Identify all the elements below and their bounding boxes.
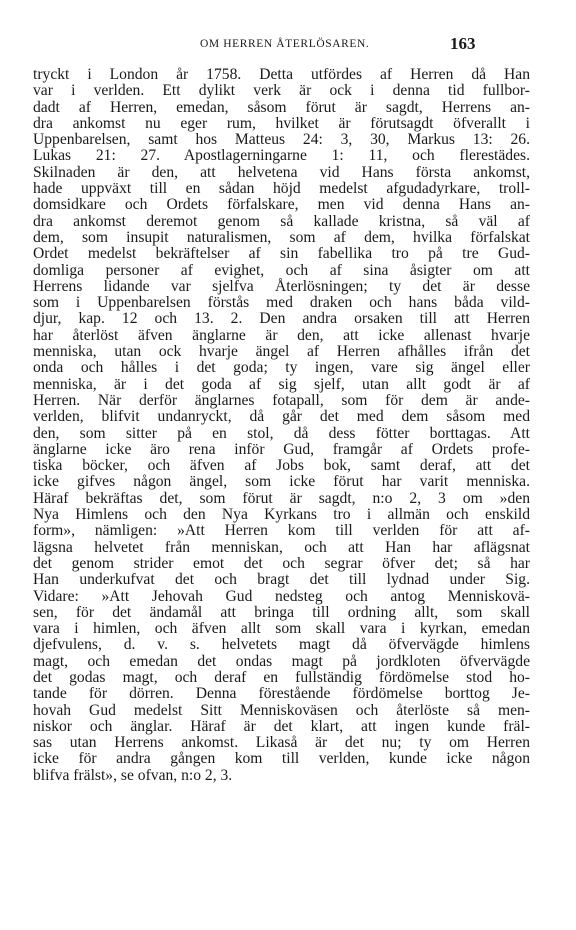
text-line: änglarne icke äro rena inför Gud, framgår af Ordets profe-	[33, 440, 530, 458]
text-line: Uppenbarelsen, samt hos Matteus 24: 3, 30, Markus 13: 26.	[33, 131, 530, 149]
text-line: tande för dörren. Denna förestående fördömelse borttog Je-	[33, 685, 530, 703]
text-line: hade uppväxt till en sådan höjd medelst afgudadyrkare, troll-	[33, 180, 530, 198]
text-line: domsidkare och Ordets förfalskare, men vid denna Hans an-	[33, 196, 530, 214]
page-header	[0, 34, 576, 58]
text-line: menniska, utan ock hvarje ängel af Herren afhålles ifrån det	[33, 343, 530, 361]
text-line: domliga personer af evighet, och af sina åsigter om att	[33, 261, 530, 279]
text-line: den, som sitter på en stol, då dess fötter borttagas. Att	[33, 424, 530, 442]
text-line: har återlöst äfven änglarne är den, att icke allenast hvarje	[33, 326, 530, 344]
text-line: icke för andra gången kom till verlden, kunde icke någon	[33, 750, 530, 768]
text-line: menniska, är i det goda af sig sjelf, utan allt godt är af	[33, 375, 530, 393]
text-line: som i Uppenbarelsen förstås med draken och hans båda vild-	[33, 294, 530, 312]
text-line: icke gifves någon ängel, som icke förut har varit menniska.	[33, 473, 530, 491]
text-line: var i verlden. Ett dylikt verk är ock i denna tid fullbor-	[33, 82, 530, 100]
page-number: 163	[450, 34, 476, 53]
text-line: onda och hålles i det goda; ty ingen, vare sig ängel eller	[33, 359, 530, 377]
text-line: lägsna helvetet från menniskan, och att Han har aflägsnat	[33, 538, 530, 556]
body-text	[33, 67, 530, 784]
text-line: vara i himlen, och äfven allt som skall vara i kyrkan, emedan	[33, 620, 530, 638]
text-line: djefvulens, d. v. s. helvetets magt då öfvervägde himlens	[33, 636, 530, 654]
text-line: dadt af Herren, emedan, såsom förut är sagdt, Herrens an-	[33, 98, 530, 116]
text-line: verlden, blifvit undanryckt, då går det med dem såsom med	[33, 408, 530, 426]
text-line: Han underkufvat det och bragt det till lydnad under Sig.	[33, 571, 530, 589]
text-line: Vidare: »Att Jehovah Gud nedsteg och antog Menniskovä-	[33, 587, 530, 605]
text-line: hovah Gud medelst Sitt Menniskoväsen och återlöste så men-	[33, 701, 530, 719]
text-line: Lukas 21: 27. Apostlagerningarne 1: 11, och flerestädes.	[33, 147, 530, 165]
text-line: det genom strider emot det och segrar öfver det; så har	[33, 554, 530, 572]
text-line: form», nämligen: »Att Herren kom till verlden för att af-	[33, 522, 530, 540]
text-line: niskor och änglar. Häraf är det klart, att ingen kunde fräl-	[33, 717, 530, 735]
running-head: OM HERREN ÅTERLÖSAREN.	[200, 38, 370, 50]
text-line: Herrens lidande var sjelfva Återlösningen; ty det är desse	[33, 277, 530, 295]
text-line: det godas magt, och deraf en fullständig fördömelse stod ho-	[33, 668, 530, 686]
text-line: djur, kap. 12 och 13. 2. Den andra orsaken till att Herren	[33, 310, 530, 328]
text-line: Skilnaden är den, att helvetena vid Hans första ankomst,	[33, 163, 530, 181]
text-line: dra ankomst deremot genom så kallade kristna, så väl af	[33, 212, 530, 230]
text-line: Nya Himlens och den Nya Kyrkans tro i allmän och enskild	[33, 506, 530, 524]
text-line: tiska böcker, och äfven af Jobs bok, samt deraf, att det	[33, 457, 530, 475]
text-line: sas utan Herrens ankomst. Likaså är det nu; ty om Herren	[33, 734, 530, 752]
text-line: Herren. När derför änglarnes fotapall, som för dem är ande-	[33, 391, 530, 409]
text-line: blifva frälst», se ofvan, n:o 2, 3.	[33, 766, 233, 784]
text-line: tryckt i London år 1758. Detta utfördes af Herren då Han	[33, 66, 530, 83]
text-line: magt, och emedan det ondas magt på jordkloten öfvervägde	[33, 652, 530, 670]
text-line: Ordet medelst bekräftelser af sin fabellika tro på tre Gud-	[33, 245, 530, 263]
text-line: Häraf bekräftas det, som förut är sagdt, n:o 2, 3 om »den	[33, 489, 530, 507]
text-line: sen, för det ändamål att bringa till ordning allt, som skall	[33, 603, 530, 621]
text-line: dra ankomst nu eger rum, hvilket är förutsagdt öfverallt i	[33, 114, 530, 132]
text-line: dem, som insupit naturalismen, som af dem, hvilka förfalskat	[33, 228, 530, 246]
